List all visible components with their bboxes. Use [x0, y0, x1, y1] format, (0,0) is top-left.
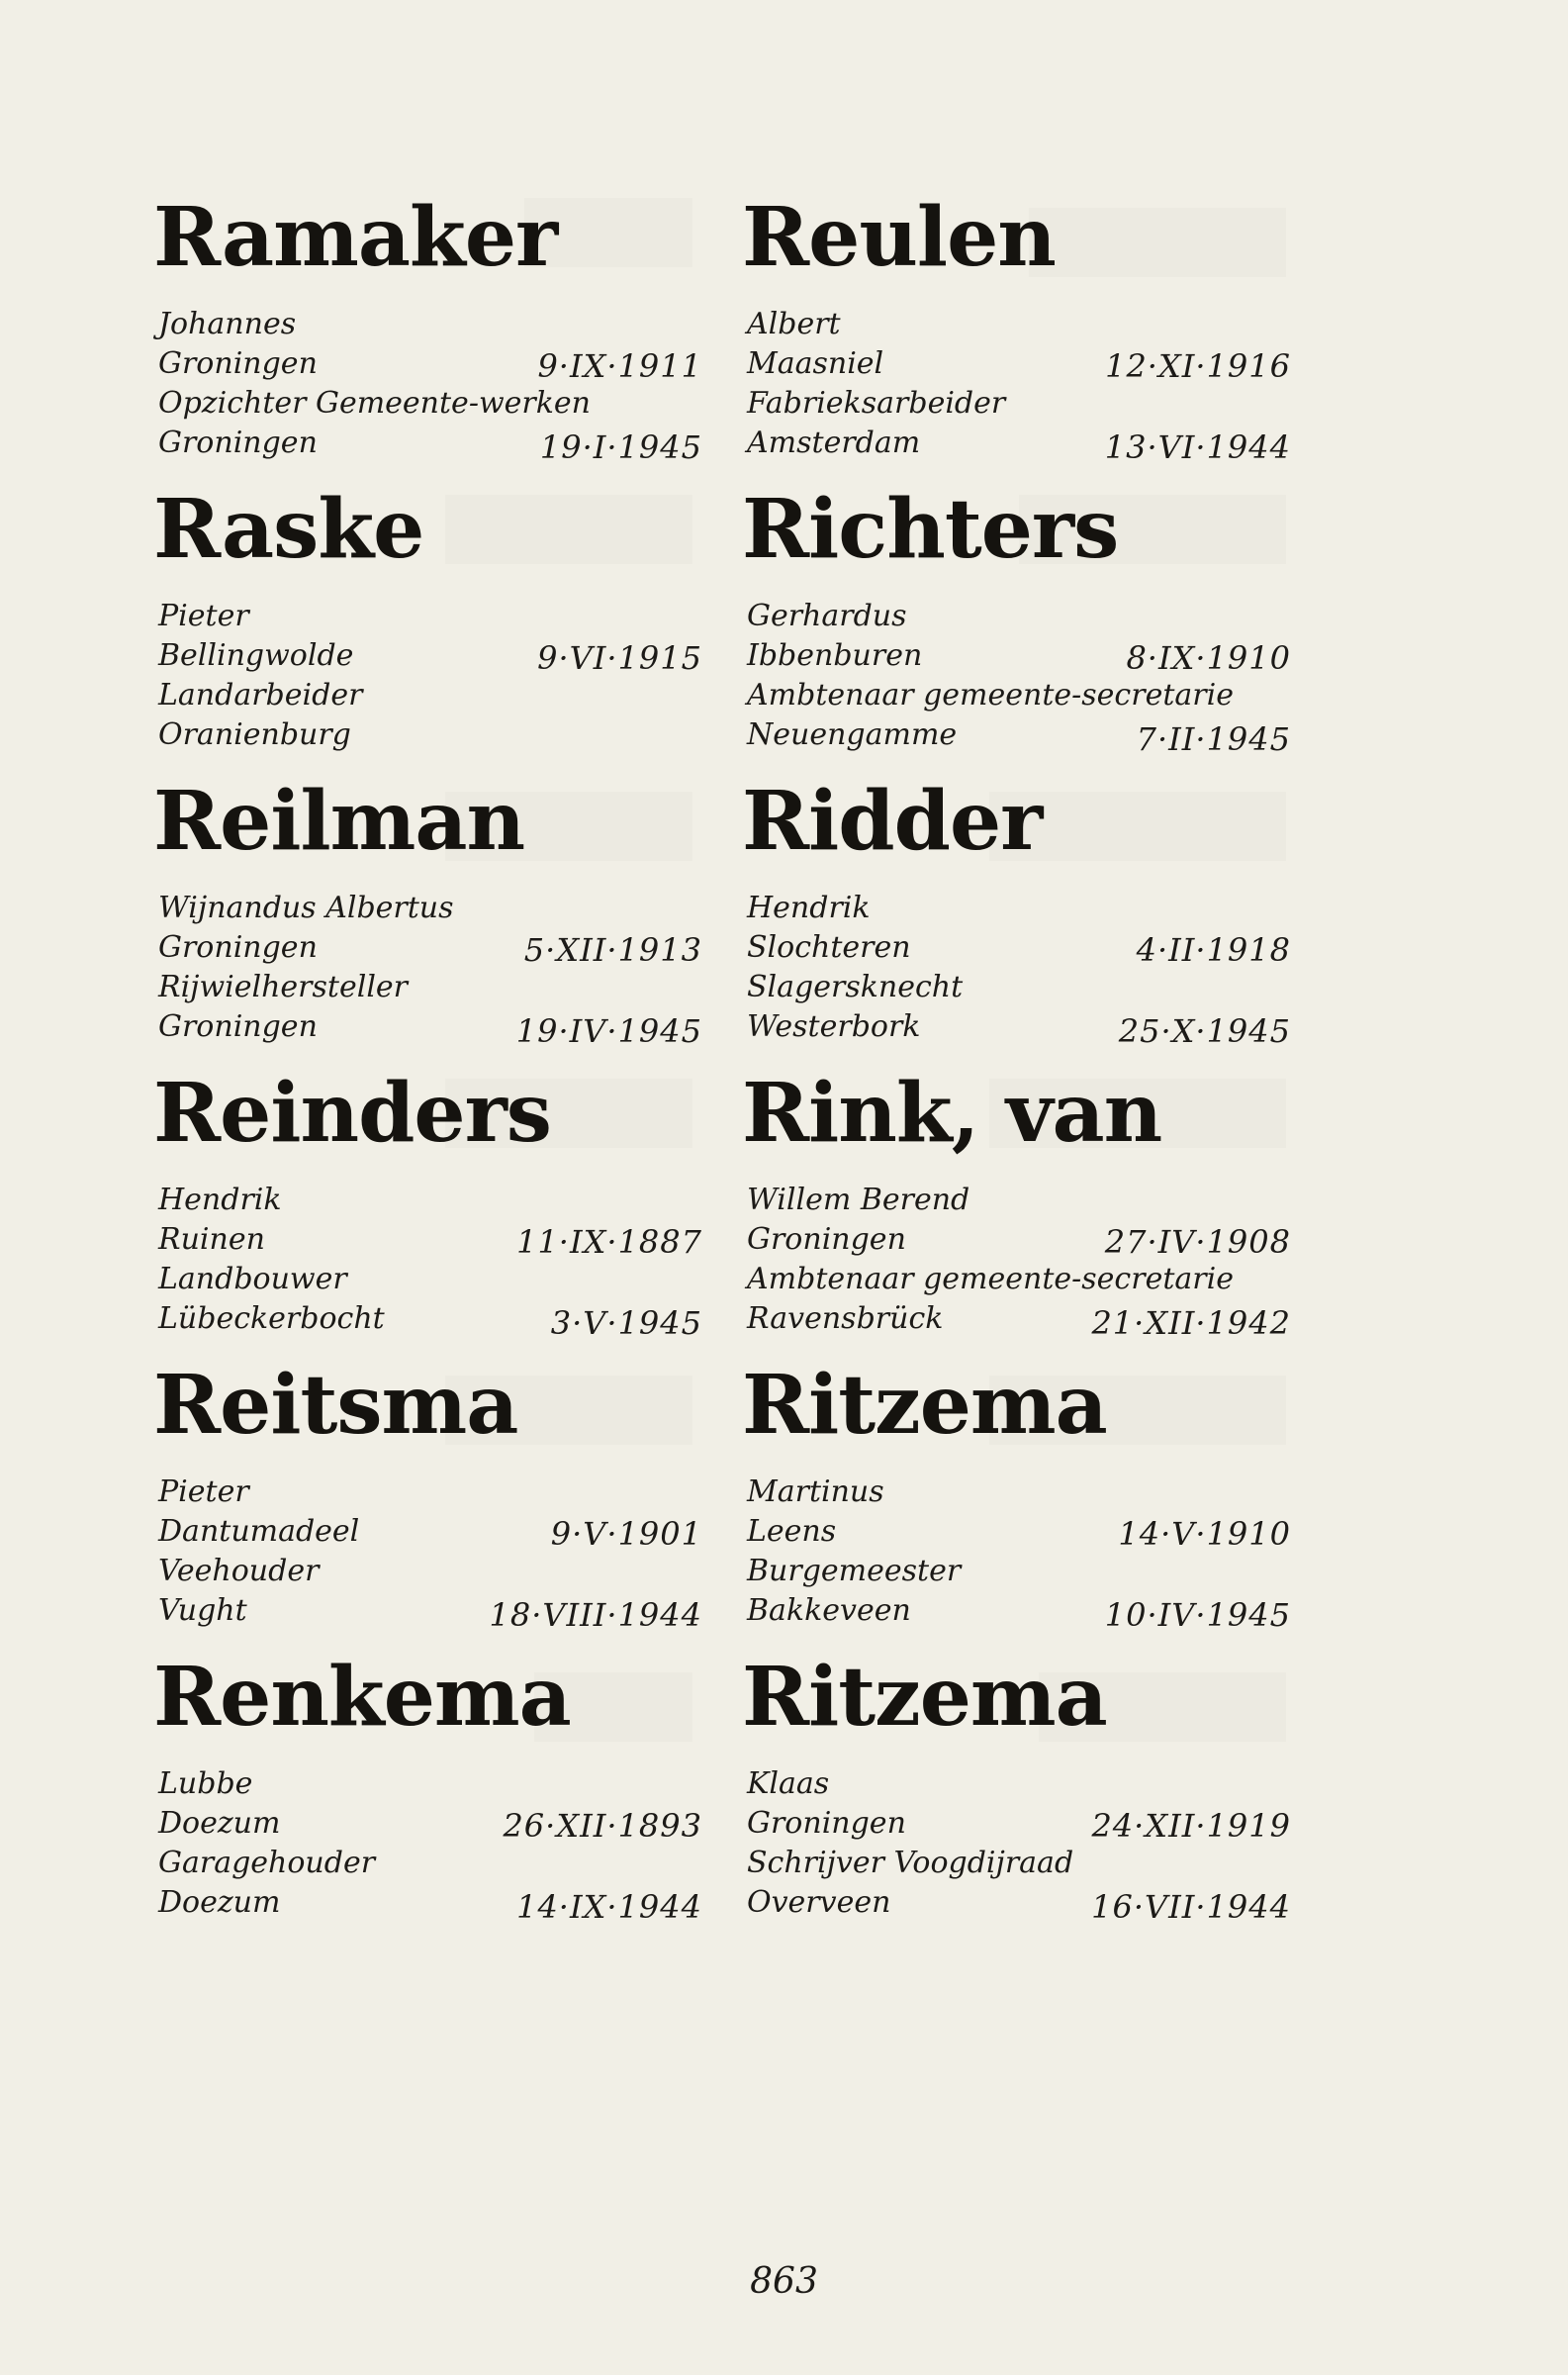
entry	[148, 1648, 702, 1935]
occupation: Veehouder	[158, 1554, 320, 1588]
entry	[737, 480, 1291, 767]
death-date: 10·IV·1945	[1104, 1596, 1291, 1634]
birth-date: 9·V·1901	[550, 1515, 702, 1553]
death-date: 19·I·1945	[539, 428, 702, 466]
death-date: 25·X·1945	[1118, 1012, 1291, 1050]
birth-place: Leens	[747, 1514, 837, 1549]
entry	[737, 1648, 1291, 1935]
birth-place: Groningen	[158, 930, 318, 965]
death-place: Oranienburg	[158, 717, 351, 752]
surname: Raske	[153, 482, 424, 577]
surname: Reinders	[153, 1066, 551, 1161]
entry	[737, 188, 1291, 475]
birth-place: Ruinen	[158, 1222, 265, 1257]
death-date: 16·VII·1944	[1091, 1888, 1291, 1926]
death-place: Neuengamme	[747, 717, 958, 752]
birth-place: Groningen	[747, 1806, 906, 1841]
given-names: Wijnandus Albertus	[158, 891, 454, 925]
occupation: Schrijver Voogdijraad	[747, 1846, 1074, 1880]
given-names: Willem Berend	[747, 1183, 970, 1217]
birth-place: Ibbenburen	[747, 638, 923, 673]
death-place: Groningen	[158, 1009, 318, 1044]
occupation: Rijwielhersteller	[158, 970, 409, 1004]
birth-place: Groningen	[158, 346, 318, 381]
occupation: Ambtenaar gemeente-secretarie	[747, 1262, 1234, 1296]
birth-date: 8·IX·1910	[1126, 639, 1291, 677]
death-place: Amsterdam	[747, 426, 921, 460]
given-names: Klaas	[747, 1766, 830, 1801]
death-place: Ravensbrück	[747, 1301, 944, 1336]
death-place: Overveen	[747, 1885, 891, 1920]
occupation: Garagehouder	[158, 1846, 376, 1880]
birth-place: Doezum	[158, 1806, 281, 1841]
death-date: 7·II·1945	[1136, 720, 1291, 758]
entry	[148, 1064, 702, 1351]
birth-place: Slochteren	[747, 930, 911, 965]
surname: Ritzema	[742, 1358, 1107, 1453]
birth-date: 26·XII·1893	[503, 1807, 702, 1845]
birth-place: Maasniel	[747, 346, 884, 381]
death-place: Doezum	[158, 1885, 281, 1920]
occupation: Landbouwer	[158, 1262, 347, 1296]
birth-date: 5·XII·1913	[523, 931, 702, 969]
birth-date: 9·IX·1911	[537, 347, 702, 385]
death-date: 18·VIII·1944	[489, 1596, 702, 1634]
birth-date: 14·V·1910	[1118, 1515, 1291, 1553]
death-date: 19·IV·1945	[515, 1012, 702, 1050]
birth-date: 9·VI·1915	[537, 639, 702, 677]
death-place: Groningen	[158, 426, 318, 460]
surname: Renkema	[153, 1650, 571, 1745]
entry	[737, 1356, 1291, 1643]
given-names: Lubbe	[158, 1766, 253, 1801]
given-names: Gerhardus	[747, 599, 907, 633]
entry	[148, 772, 702, 1059]
surname: Rink, van	[742, 1066, 1162, 1161]
surname: Ridder	[742, 774, 1043, 869]
birth-date: 12·XI·1916	[1105, 347, 1291, 385]
death-place: Vught	[158, 1593, 247, 1628]
occupation: Opzichter Gemeente-werken	[158, 386, 591, 421]
surname: Ramaker	[153, 190, 558, 285]
death-date: 13·VI·1944	[1104, 428, 1291, 466]
given-names: Pieter	[158, 599, 249, 633]
page-number: 863	[750, 2261, 818, 2302]
entry	[737, 1064, 1291, 1351]
entry	[148, 188, 702, 475]
occupation: Ambtenaar gemeente-secretarie	[747, 678, 1234, 712]
given-names: Martinus	[747, 1474, 884, 1509]
birth-date: 4·II·1918	[1136, 931, 1291, 969]
entry	[148, 480, 702, 767]
death-date: 14·IX·1944	[516, 1888, 702, 1926]
birth-date: 11·IX·1887	[516, 1223, 702, 1261]
entry	[737, 772, 1291, 1059]
birth-place: Groningen	[747, 1222, 906, 1257]
birth-date: 24·XII·1919	[1091, 1807, 1291, 1845]
given-names: Hendrik	[158, 1183, 282, 1217]
occupation: Landarbeider	[158, 678, 363, 712]
surname: Reilman	[153, 774, 525, 869]
entry	[148, 1356, 702, 1643]
given-names: Pieter	[158, 1474, 249, 1509]
birth-date: 27·IV·1908	[1104, 1223, 1291, 1261]
birth-place: Bellingwolde	[158, 638, 354, 673]
death-place: Lübeckerbocht	[158, 1301, 385, 1336]
occupation: Burgemeester	[747, 1554, 962, 1588]
death-date: 3·V·1945	[550, 1304, 702, 1342]
given-names: Albert	[747, 307, 841, 341]
given-names: Johannes	[158, 307, 297, 341]
death-place: Bakkeveen	[747, 1593, 911, 1628]
occupation: Fabrieksarbeider	[747, 386, 1006, 421]
surname: Richters	[742, 482, 1119, 577]
death-place: Westerbork	[747, 1009, 921, 1044]
surname: Reulen	[742, 190, 1056, 285]
birth-place: Dantumadeel	[158, 1514, 360, 1549]
occupation: Slagersknecht	[747, 970, 964, 1004]
given-names: Hendrik	[747, 891, 871, 925]
surname: Reitsma	[153, 1358, 518, 1453]
surname: Ritzema	[742, 1650, 1107, 1745]
death-date: 21·XII·1942	[1091, 1304, 1291, 1342]
